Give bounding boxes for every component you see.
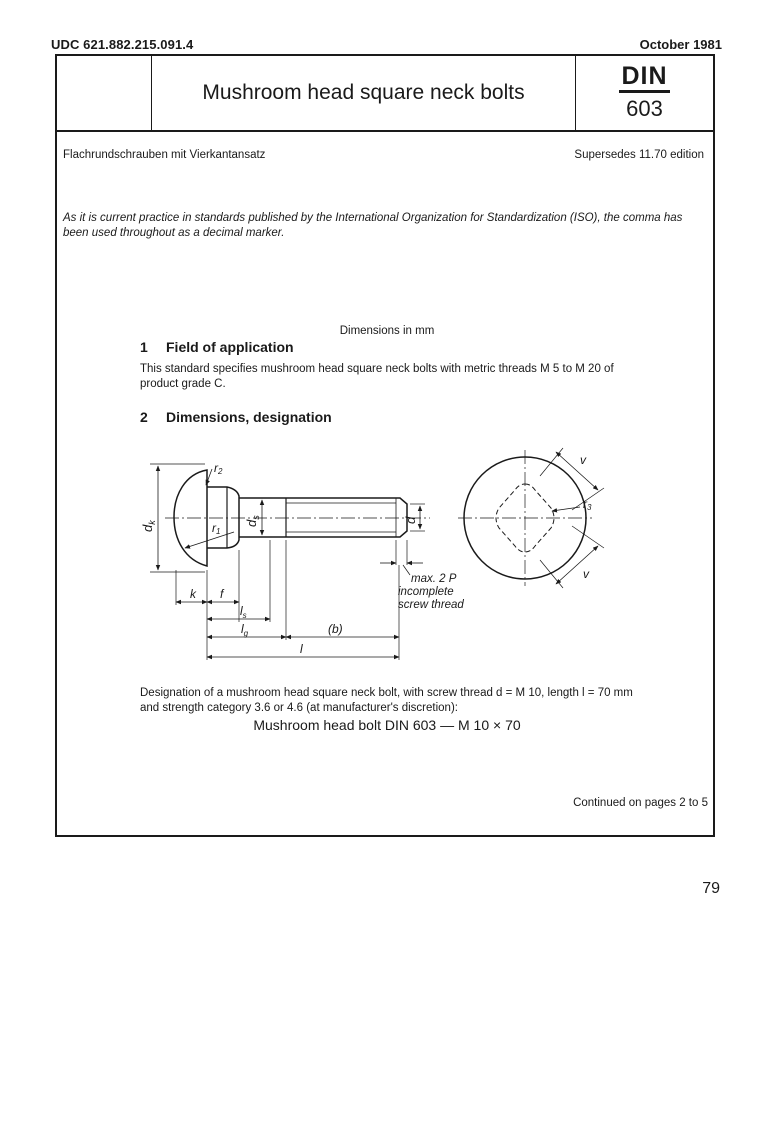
- din-word: DIN: [619, 62, 669, 93]
- section-1-number: 1: [140, 339, 148, 355]
- bolt-shank-outline: [239, 498, 407, 537]
- designation-text: Designation of a mushroom head square neck bolt, with screw thread d = M 10, length l = 70 mm and strength category 3.6 or 4.6 (at manufacturer's discretion):: [140, 687, 633, 714]
- section-2-number: 2: [140, 409, 148, 425]
- continued-note: Continued on pages 2 to 5: [573, 797, 708, 809]
- thread-note-line-1: max. 2 P: [411, 573, 457, 585]
- thread-note-line-2: incomplete: [398, 586, 454, 598]
- decimal-marker-note: As it is current practice in standards published by the International Organization for Standardization (ISO), the comma has been used throughout as a decimal marker.: [63, 212, 683, 239]
- label-dk: $d_k$: [140, 520, 157, 532]
- udc-number: UDC 621.882.215.091.4: [51, 37, 194, 52]
- label-r2: r2: [214, 461, 223, 476]
- label-f: f: [220, 587, 224, 601]
- label-d: d: [403, 516, 418, 524]
- document-title: Mushroom head square neck bolts: [202, 81, 525, 104]
- din-number: 603: [626, 96, 663, 121]
- thread-note-line-3: screw thread: [398, 599, 464, 611]
- designation-example: Mushroom head bolt DIN 603 — M 10 × 70: [253, 717, 521, 733]
- page-number: 79: [702, 880, 720, 897]
- label-r1: r1: [212, 521, 221, 536]
- issue-date: October 1981: [639, 37, 722, 52]
- label-ls: $l_s$: [240, 604, 247, 620]
- label-r3: r3: [583, 497, 592, 512]
- label-b: (b): [328, 622, 343, 636]
- supersedes-note: Supersedes 11.70 edition: [574, 149, 704, 161]
- label-l: l: [300, 642, 303, 656]
- german-title: Flachrundschrauben mit Vierkantansatz: [63, 149, 266, 161]
- section-1-text: This standard specifies mushroom head square neck bolts with metric threads M 5 to M 20 of product grade C.: [140, 363, 614, 390]
- section-2-title: Dimensions, designation: [166, 409, 332, 425]
- section-1-title: Field of application: [166, 339, 294, 355]
- label-ds: $d_s$: [244, 515, 261, 527]
- label-v-bottom: v: [583, 567, 589, 581]
- dimensions-label: Dimensions in mm: [339, 325, 435, 337]
- label-v-top: v: [580, 453, 586, 467]
- label-lg: $l_g$: [241, 622, 249, 638]
- label-k: k: [190, 587, 196, 601]
